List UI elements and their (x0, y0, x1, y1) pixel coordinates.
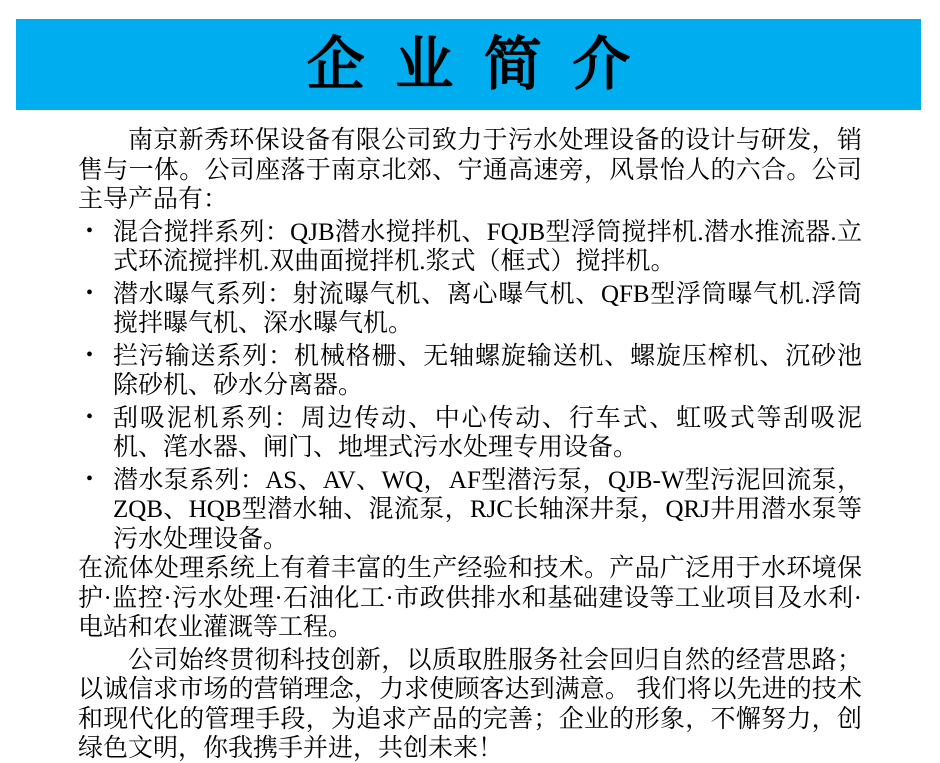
experience-paragraph: 在流体处理系统上有着丰富的生产经验和技术。产品广泛用于水环境保护·监控·污水处理·石油化工·市政供排水和基础建设等工业项目及水利·电站和农业灌溉等工程。 (78, 555, 862, 641)
bullet-icon: • (86, 467, 94, 490)
bullet-icon: • (86, 405, 94, 428)
intro-paragraph: 南京新秀环保设备有限公司致力于污水处理设备的设计与研发，销售与一体。公司座落于南京北郊、宁通高速旁，风景怡人的六合。公司主导产品有： (78, 127, 862, 213)
list-item-pump-series (78, 466, 862, 555)
document-body (78, 126, 862, 763)
title-banner (16, 19, 921, 110)
bullet-icon: • (86, 219, 94, 242)
list-item-text: 潜水泵系列：AS、AV、WQ，AF型潜污泵，QJB-W型污泥回流泵，ZQB、HQB型潜水轴、混流泵，RJC长轴深井泵，QRJ井用潜水泵等污水处理设备。 (113, 466, 862, 553)
closing-paragraph: 公司始终贯彻科技创新，以质取胜服务社会回归自然的经营思路；以诚信求市场的营销理念，力求使顾客达到满意。 我们将以先进的技术和现代化的管理手段，为追求产品的完善；企业的形象，不懈努力，创绿色文明，你我携手并进，共创未来！ (78, 646, 862, 762)
list-item-text: 刮吸泥机系列：周边传动、中心传动、行车式、虹吸式等刮吸泥机、滗水器、闸门、地埋式污水处理专用设备。 (113, 404, 862, 461)
list-item-aeration-series (78, 280, 862, 339)
list-item-text: 潜水曝气系列：射流曝气机、离心曝气机、QFB型浮筒曝气机.浮筒搅拌曝气机、深水曝气机。 (113, 280, 862, 337)
list-item-text: 拦污输送系列：机械格栅、无轴螺旋输送机、螺旋压榨机、沉砂池除砂机、砂水分离器。 (113, 342, 862, 399)
bullet-icon: • (86, 281, 94, 304)
product-series-list (78, 218, 862, 555)
list-item-scraper-series (78, 404, 862, 463)
list-item-text: 混合搅拌系列：QJB潜水搅拌机、FQJB型浮筒搅拌机.潜水推流器.立式环流搅拌机.双曲面搅拌机.浆式（框式）搅拌机。 (113, 218, 862, 275)
list-item-mixing-series (78, 218, 862, 277)
list-item-screening-series (78, 342, 862, 401)
bullet-icon: • (86, 343, 94, 366)
page-title: 企 业 简 介 (306, 31, 639, 97)
